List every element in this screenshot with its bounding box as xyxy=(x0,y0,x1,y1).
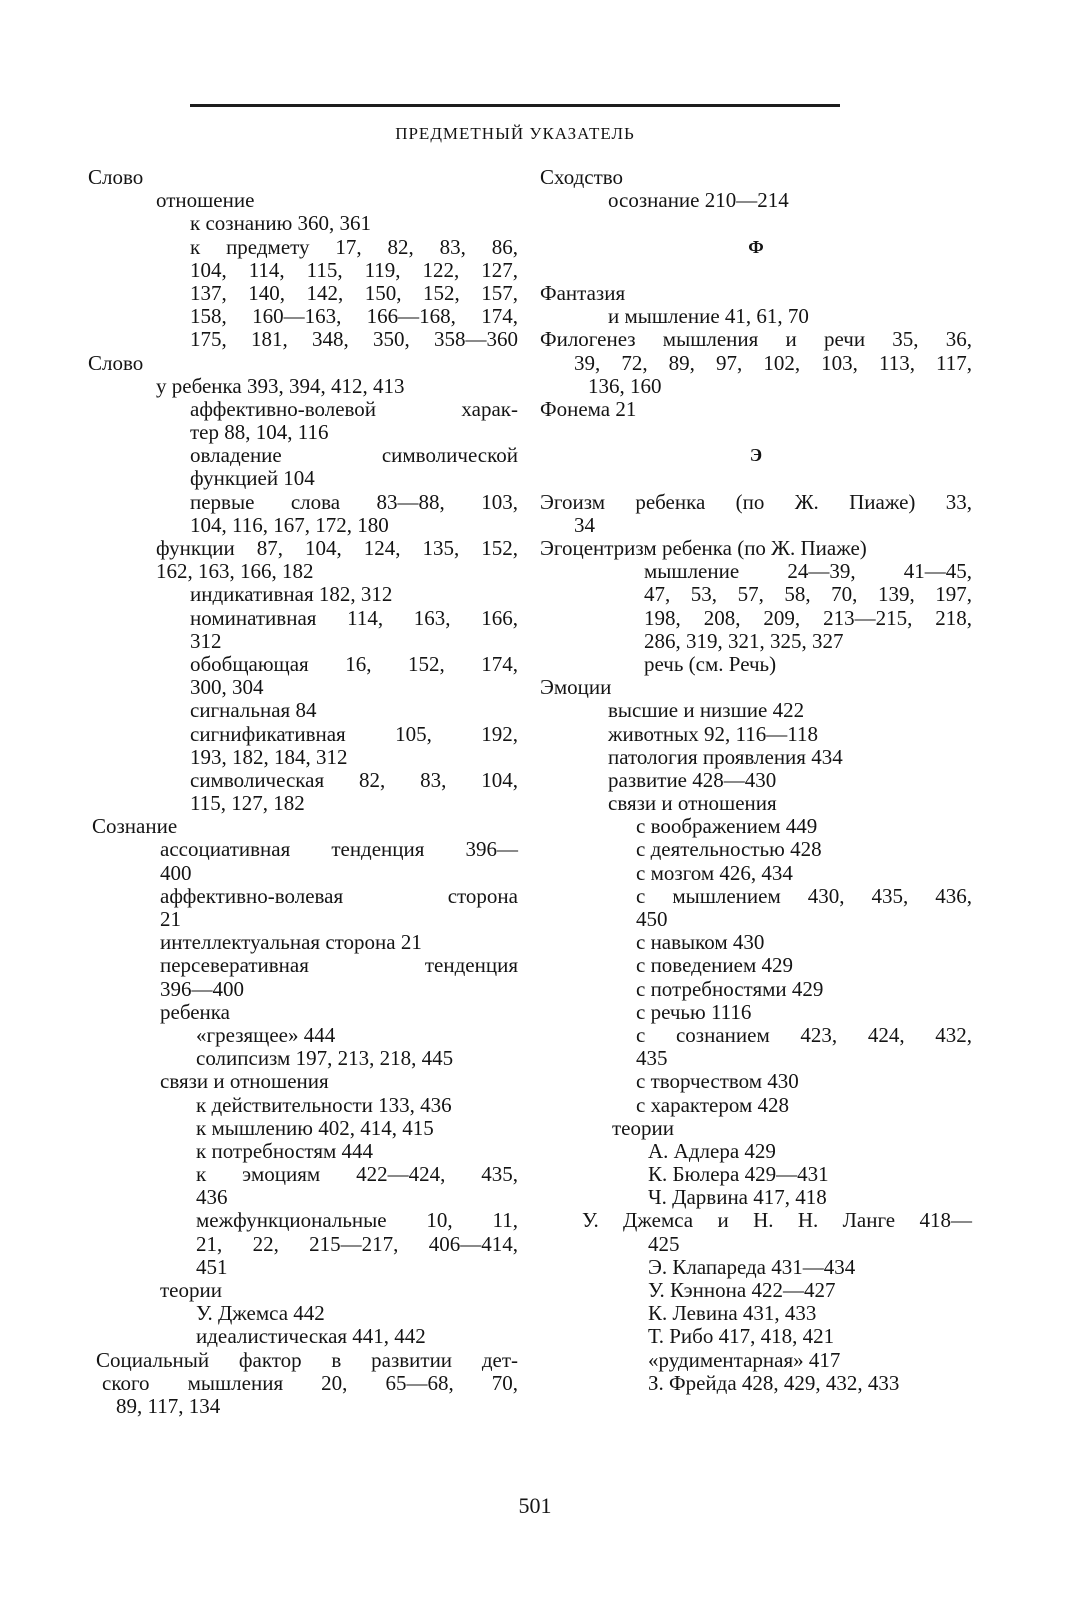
index-entry-line: 21, 22, 215—217, 406—414, xyxy=(196,1231,518,1256)
index-entry-line: «грезящее» 444 xyxy=(196,1022,336,1047)
index-entry-line: 400 xyxy=(160,860,192,885)
index-entry-line: аффективно-волевой харак- xyxy=(190,396,518,421)
index-entry-line: 47, 53, 57, 58, 70, 139, 197, xyxy=(644,582,972,607)
index-entry-line: аффективно-волевая сторона xyxy=(160,883,518,908)
index-entry-line: теории xyxy=(160,1278,222,1302)
index-entry-line: функцией 104 xyxy=(190,466,315,491)
index-entry-line: Социальный фактор в развитии дет- xyxy=(96,1347,518,1372)
index-entry-line: отношение xyxy=(156,188,255,213)
index-entry-line: к потребностям 444 xyxy=(196,1138,374,1163)
index-entry-line: 450 xyxy=(636,907,668,931)
index-entry-line: сигнификативная 105, 192, xyxy=(190,721,518,746)
index-entry-line: развитие 428—430 xyxy=(608,767,777,792)
index-entry-line: 396—400 xyxy=(160,976,244,1001)
index-entry-line: 137, 140, 142, 150, 152, 157, xyxy=(190,280,518,305)
section-gap xyxy=(540,467,972,490)
index-entry-line: овладение символической xyxy=(190,443,518,468)
index-entry-line: 34 xyxy=(574,512,595,537)
page-number: 501 xyxy=(518,1493,552,1518)
index-entry-line: Филогенез мышления и речи 35, 36, xyxy=(540,327,972,352)
index-entry-line: у ребенка 393, 394, 412, 413 xyxy=(156,373,405,398)
section-letter-heading: Э xyxy=(749,445,763,466)
index-column-left xyxy=(88,166,518,1418)
index-entry-line: Слово xyxy=(88,350,144,375)
index-entry-line: 21 xyxy=(160,907,181,931)
index-entry-line: с воображением 449 xyxy=(636,814,818,839)
index-entry-line: животных 92, 116—118 xyxy=(608,721,818,746)
index-entry-line: Фонема 21 xyxy=(540,396,637,421)
index-entry-line: 193, 182, 184, 312 xyxy=(190,744,348,769)
index-entry-line: Сознание xyxy=(92,814,178,839)
index-entry-line: мышление 24—39, 41—45, xyxy=(644,559,972,584)
index-entry-line: функции 87, 104, 124, 135, 152, xyxy=(156,536,518,560)
index-entry-line: ского мышления 20, 65—68, 70, xyxy=(102,1370,518,1395)
index-entry-line: 300, 304 xyxy=(190,675,264,700)
index-entry-line: солипсизм 197, 213, 218, 445 xyxy=(196,1046,454,1071)
index-entry-line: 162, 163, 166, 182 xyxy=(156,559,314,584)
index-entry-line: 115, 127, 182 xyxy=(190,791,305,816)
section-gap xyxy=(540,212,972,235)
index-entry-line: Эмоции xyxy=(540,675,612,700)
index-entry-line: Эгоизм ребенка (по Ж. Пиаже) 33, xyxy=(540,489,972,514)
index-entry-line: межфункциональные 10, 11, xyxy=(196,1208,518,1233)
index-entry-line: с деятельностью 428 xyxy=(636,837,822,862)
index-entry-line: ассоциативная тенденция 396— xyxy=(160,837,518,862)
index-entry-line: с мозгом 426, 434 xyxy=(636,860,793,885)
index-entry-line: к действительности 133, 436 xyxy=(196,1092,452,1117)
index-entry-line: 312 xyxy=(190,628,222,653)
index-entry-line: к предмету 17, 82, 83, 86, xyxy=(190,234,518,259)
index-entry-line: 136, 160 xyxy=(588,373,662,398)
index-entry-line: 435 xyxy=(636,1046,668,1071)
index-entry-line: с поведением 429 xyxy=(636,953,793,978)
index-entry-line: теории xyxy=(612,1115,674,1140)
index-entry-line: А. Адлера 429 xyxy=(648,1138,776,1163)
index-entry-line: 39, 72, 89, 97, 102, 103, 113, 117, xyxy=(574,350,972,375)
index-entry-line: Слово xyxy=(88,165,144,189)
index-entry-line: идеалистическая 441, 442 xyxy=(196,1324,426,1349)
section-letter-heading: Ф xyxy=(748,236,764,257)
index-entry-line: с характером 428 xyxy=(636,1092,789,1117)
index-entry-line: индикативная 182, 312 xyxy=(190,582,393,607)
index-entry-line: сигнальная 84 xyxy=(190,698,317,723)
index-entry-line: тер 88, 104, 116 xyxy=(190,420,329,445)
index-entry-line: высшие и низшие 422 xyxy=(608,698,805,723)
index-entry-line: связи и отношения xyxy=(160,1069,329,1094)
index-entry-line: 436 xyxy=(196,1185,228,1210)
index-entry-line: с сознанием 423, 424, 432, xyxy=(636,1022,972,1047)
index-entry-line: интеллектуальная сторона 21 xyxy=(160,930,422,955)
index-entry-line: Эгоцентризм ребенка (по Ж. Пиаже) xyxy=(540,536,867,560)
index-entry-line: первые слова 83—88, 103, xyxy=(190,489,518,514)
index-entry-line: с навыком 430 xyxy=(636,930,765,955)
index-entry-line: «рудиментарная» 417 xyxy=(648,1347,841,1372)
index-entry-line: 175, 181, 348, 350, 358—360 xyxy=(190,327,518,352)
index-entry-line: связи и отношения xyxy=(608,791,777,816)
index-entry-line: У. Джемса и Н. Н. Ланге 418— xyxy=(582,1208,972,1233)
section-gap xyxy=(540,259,972,282)
header-rule xyxy=(190,104,840,107)
index-entry-line: к эмоциям 422—424, 435, xyxy=(196,1162,518,1187)
index-entry-line: с речью 1116 xyxy=(636,999,752,1024)
index-entry-line: символическая 82, 83, 104, xyxy=(190,767,518,792)
index-entry-line: К. Левина 431, 433 xyxy=(648,1301,817,1326)
index-entry-line: и мышление 41, 61, 70 xyxy=(608,304,809,329)
index-entry-line: к мышлению 402, 414, 415 xyxy=(196,1115,434,1140)
index-entry-line: Сходство xyxy=(540,165,624,189)
index-entry-line: 89, 117, 134 xyxy=(116,1393,221,1418)
index-entry-line: К. Бюлера 429—431 xyxy=(648,1162,829,1187)
index-entry-line: к сознанию 360, 361 xyxy=(190,211,372,236)
index-entry-line: 198, 208, 209, 213—215, 218, xyxy=(644,605,972,630)
index-entry-line: 425 xyxy=(648,1231,680,1256)
index-entry-line: Ч. Дарвина 417, 418 xyxy=(648,1185,827,1210)
index-entry-line: У. Джемса 442 xyxy=(196,1301,325,1326)
index-column-right xyxy=(540,166,972,1395)
index-entry-line: 104, 116, 167, 172, 180 xyxy=(190,512,389,537)
index-entry-line: Э. Клапареда 431—434 xyxy=(648,1254,856,1279)
index-entry-line: У. Кэннона 422—427 xyxy=(648,1278,836,1302)
section-gap xyxy=(540,421,972,444)
index-entry-line: ребенка xyxy=(160,999,230,1024)
index-entry-line: с творчеством 430 xyxy=(636,1069,799,1094)
page-title: ПРЕДМЕТНЫЙ УКАЗАТЕЛЬ xyxy=(395,124,635,143)
index-entry-line: З. Фрейда 428, 429, 432, 433 xyxy=(648,1370,900,1395)
index-entry-line: номинативная 114, 163, 166, xyxy=(190,605,518,630)
index-entry-line: патология проявления 434 xyxy=(608,744,843,769)
index-entry-line: осознание 210—214 xyxy=(608,188,789,213)
index-entry-line: 158, 160—163, 166—168, 174, xyxy=(190,304,518,329)
index-entry-line: 286, 319, 321, 325, 327 xyxy=(644,628,844,653)
index-entry-line: речь (см. Речь) xyxy=(644,651,777,676)
index-entry-line: обобщающая 16, 152, 174, xyxy=(190,651,518,676)
index-entry-line: с мышлением 430, 435, 436, xyxy=(636,883,972,908)
index-entry-line: Т. Рибо 417, 418, 421 xyxy=(648,1324,835,1349)
index-entry-line: Фантазия xyxy=(540,280,626,305)
index-entry-line: с потребностями 429 xyxy=(636,976,824,1001)
index-entry-line: 451 xyxy=(196,1254,228,1279)
index-entry-line: персеверативная тенденция xyxy=(160,953,518,978)
index-entry-line: 104, 114, 115, 119, 122, 127, xyxy=(190,257,518,282)
